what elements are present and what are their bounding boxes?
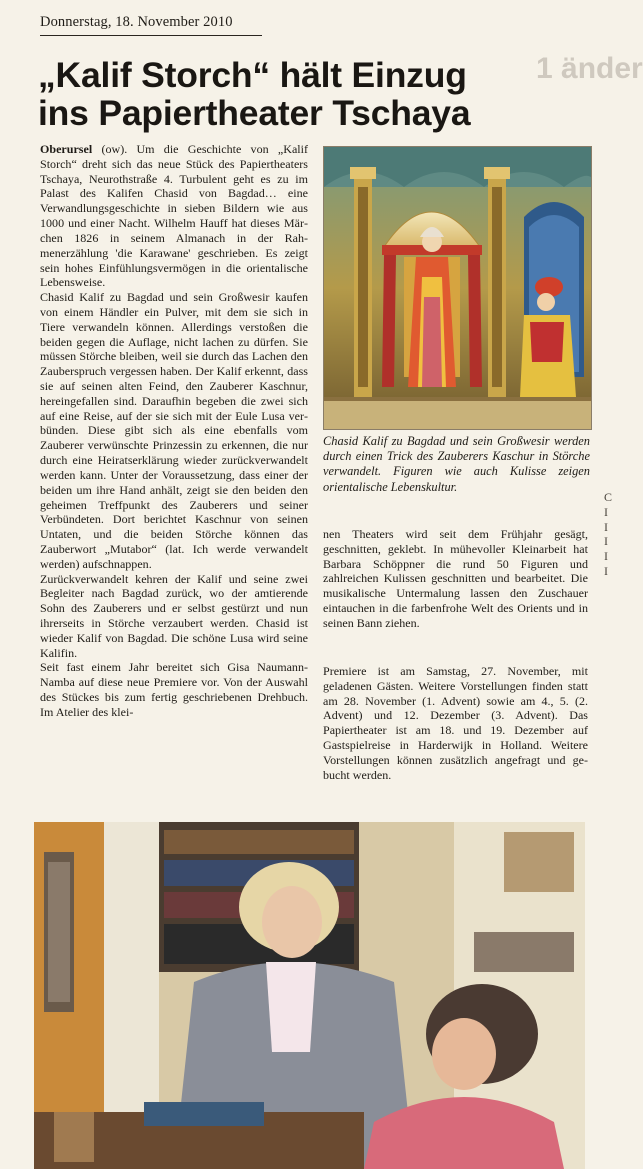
paragraph-6: Premiere ist am Samstag, 27. November, mit geladenen Gästen. Weitere Vorstellungen finden statt am 28. November (1. Advent) sowie am 4., 5. (2. Advent) und 12. Dezember (3. Advent). Das Papiertheater ist am 18. und 19. Dezember auf Gastspielreise in Harderwijk in Holland. Weitere Vorstellungen können zusätzlich angefragt und gebucht werden.: [323, 664, 588, 782]
stage-photo-caption: Chasid Kalif zu Bagdad und sein Großwesir werden durch einen Trick des Zauberers Kaschur in Störche verwandelt. Figuren wie auch Kulisse zeigen orientalische Lebenskultur.: [323, 434, 590, 494]
paragraph-5: nen Theaters wird seit dem Frühjahr gesägt, geschnitten, geklebt. In mühevoller Kleinarbeit hat Barbara Schöppner die rund 50 Figuren und zahlreichen Kulissen geschnitten und bearbeitet. Die musikalische Untermalung lassen den Zuschauer eintauchen in die farbenfrohe Welt des Orients und in seinen Bann ziehen.: [323, 527, 588, 630]
stage-photo: [323, 146, 592, 430]
paragraph-3: Zurückverwandelt kehren der Kalif und seine zwei Begleiter nach Bagdad zurück, wo der amtierende Sohn des Zauberers und er selbst gestürzt und nun ihrerseits in Störche verzaubert werden. Chasid ist wieder Kalif von Bagdad. Die schöne Lusa wird seine Kalifin.: [40, 571, 308, 660]
article-column-left: [40, 142, 308, 812]
paragraph-4: Seit fast einem Jahr bereitet sich Gisa Naumann-Namba auf diese neue Premiere vor. Von der Auswahl des Stückes bis zum fertig geschriebenen Drehbuch. Im Atelier des klei-: [40, 660, 308, 719]
paragraph-2: Chasid Kalif zu Bagdad und sein Großwesir kaufen von einem Händler ein Pulver, mit dem sie sich in Tiere verwandeln können. Allerdings verstoßen die beiden gegen die Auflage, nicht lachen zu dürfen. Sie müssen Störche bleiben, weil sie durch das Lachen den Zauberspruch vergessen haben. Der Kalif erkennt, dass sie auf seinen alten Feind, den Zauberer Kaschnur, hereingefallen sind. Daraufhin begeben die zwei sich auf eine Reise, auf der sie sich mit der Eule Lusa verbünden. Diese gibt sich als eine ebenfalls vom Zauberer verwünschte Prinzessin zu erkennen, die nur durch eine Heiratserklärung wieder zurückverwandelt werden kann. Unter der Voraussetzung, dass einer der beiden um ihre Hand anhält, zeigt sie den beiden den geheimen Treffpunkt des Zauberers und seiner Verbündeten. Dort berichtet Kaschnur von seinen Untaten, und die beiden Störche können das Zauberwort „Mutabor“ (lat. Ich werde verwandelt werden) aufschnappen.: [40, 290, 308, 571]
issue-date: Donnerstag, 18. November 2010: [40, 14, 262, 36]
article-headline: [38, 56, 538, 132]
neighbor-column-fragment: C I I I I I: [604, 490, 613, 578]
article-column-right-continuation: [323, 527, 588, 655]
neighbor-headline-fragment: 1 änder: [536, 52, 643, 85]
dateline: Oberursel: [40, 142, 93, 156]
article-column-right-premiere: [323, 664, 588, 804]
paragraph-1: Oberursel (ow). Um die Geschichte von „Kalif Storch“ dreht sich das neue Stück des Papiertheaters Tschaya, Neurothstraße 4. Turbulent geht es zu im Palast des Kalifen Chasid von Bagdad… eine Verwandlungsgeschichte in sieben Bildern wie aus 1000 und einer Nacht. Wilhelm Hauff hat dieses Märchen 1826 in seinem Almanach in der Rahmenerzählung 'die Karawane' geschrieben. Es zeigt sein hohes Einfühlungsvermögen in die orientalische Lebensweise.: [40, 142, 308, 290]
headline-line-2: ins Papiertheater Tschaya: [38, 93, 471, 133]
atelier-photo: [34, 822, 585, 1169]
headline-line-1: „Kalif Storch“ hält Einzug: [38, 55, 467, 95]
